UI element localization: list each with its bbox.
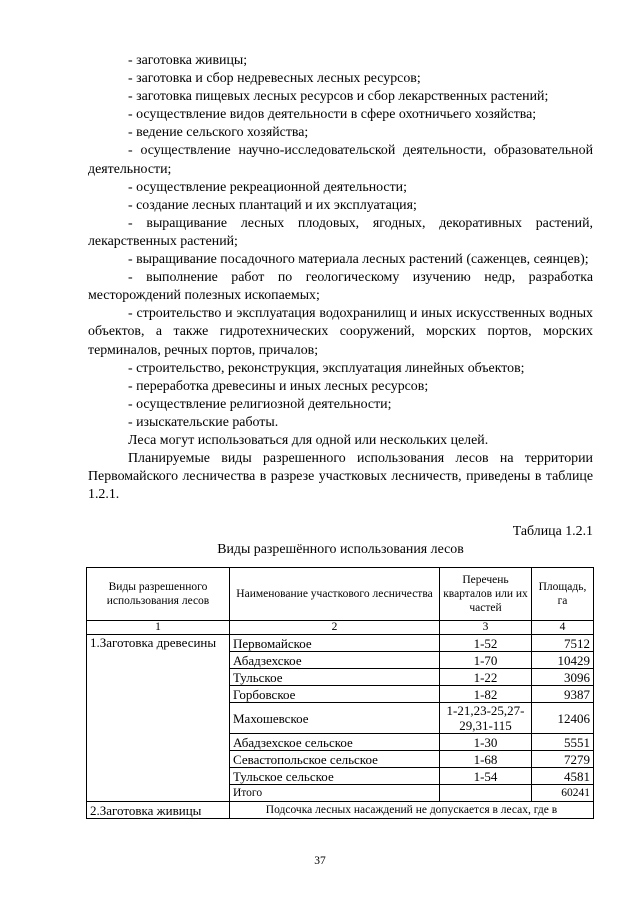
- quarters-cell: 1-52: [440, 635, 532, 652]
- paragraph: - выращивание посадочного материала лесных растений (саженцев, сеянцев);: [128, 252, 589, 268]
- paragraph: Леса могут использоваться для одной или нескольких целей.: [128, 432, 489, 448]
- quarters-cell: 1-54: [440, 768, 532, 785]
- paragraph: - строительство и эксплуатация водохранилищ и иных искусственных водных объектов, а также гидротехнических сооружений, морских портов, морских терминалов, речных портов, причалов;: [88, 306, 593, 358]
- area-cell: 3096: [532, 669, 594, 686]
- quarters-cell: 1-21,23-25,27-29,31-115: [440, 703, 532, 734]
- table-title: Виды разрешённого использования лесов: [217, 542, 464, 557]
- paragraph: - строительство, реконструкция, эксплуатация линейных объектов;: [128, 360, 525, 376]
- usage-note: Подсочка лесных насаждений не допускается в лесах, где в: [230, 802, 594, 819]
- body-text: [88, 52, 593, 504]
- header-usage-type: Виды разрешенного использования лесов: [87, 568, 230, 621]
- area-cell: 12406: [532, 703, 594, 734]
- area-cell: 4581: [532, 768, 594, 785]
- table-row: [87, 635, 594, 652]
- column-number: 2: [230, 621, 440, 635]
- paragraph: - осуществление научно-исследовательской деятельности, образовательной деятельности;: [88, 143, 593, 177]
- paragraph: - создание лесных плантаций и их эксплуатация;: [128, 197, 417, 213]
- paragraph: - заготовка живицы;: [128, 53, 248, 68]
- paragraph: Планируемые виды разрешенного использования лесов на территории Первомайского лесничества в разрезе участковых лесничеств, приведены в таблице 1.2.1.: [88, 451, 593, 503]
- usage-type-cell: 2.Заготовка живицы: [87, 802, 230, 819]
- area-cell: 7512: [532, 635, 594, 652]
- column-number: 1: [87, 621, 230, 635]
- paragraph: - ведение сельского хозяйства;: [128, 125, 309, 141]
- paragraph: - выращивание лесных плодовых, ягодных, декоративных растений, лекарственных растений;: [88, 215, 593, 249]
- table-header-row: [87, 568, 594, 621]
- usage-type-cell: 1.Заготовка древесины: [87, 635, 230, 802]
- area-cell: 10429: [532, 652, 594, 669]
- column-number: 3: [440, 621, 532, 635]
- header-area: Площадь, га: [532, 568, 594, 621]
- area-cell: 5551: [532, 734, 594, 751]
- page-number: 37: [314, 855, 326, 867]
- header-forestry: Наименование участкового лесничества: [230, 568, 440, 621]
- forestry-name: Абадзехское сельское: [230, 734, 440, 751]
- total-label: Итого: [230, 785, 440, 802]
- paragraph: - заготовка и сбор недревесных лесных ресурсов;: [128, 71, 421, 87]
- header-quarters: Перечень кварталов или их частей: [440, 568, 532, 621]
- paragraph: - заготовка пищевых лесных ресурсов и сбор лекарственных растений;: [128, 89, 549, 105]
- area-cell: 9387: [532, 686, 594, 703]
- forestry-name: Севастопольское сельское: [230, 751, 440, 768]
- total-quarters: [440, 785, 532, 802]
- paragraph: - переработка древесины и иных лесных ресурсов;: [128, 378, 429, 394]
- total-area: 60241: [532, 785, 594, 802]
- column-number: 4: [532, 621, 594, 635]
- paragraph: - осуществление видов деятельности в сфере охотничьего хозяйства;: [128, 107, 537, 123]
- column-number-row: [87, 621, 594, 635]
- quarters-cell: 1-68: [440, 751, 532, 768]
- forestry-name: Махошевское: [230, 703, 440, 734]
- usage-types-table: [86, 567, 594, 819]
- quarters-cell: 1-82: [440, 686, 532, 703]
- table-caption: Таблица 1.2.1: [512, 524, 593, 539]
- forestry-name: Тульское сельское: [230, 768, 440, 785]
- forestry-name: Абадзехское: [230, 652, 440, 669]
- quarters-cell: 1-70: [440, 652, 532, 669]
- area-cell: 7279: [532, 751, 594, 768]
- paragraph: - выполнение работ по геологическому изучению недр, разработка месторождений полезных ископаемых;: [88, 270, 593, 304]
- forestry-name: Первомайское: [230, 635, 440, 652]
- paragraph: - изыскательские работы.: [128, 414, 279, 430]
- paragraph: - осуществление рекреационной деятельности;: [128, 179, 407, 195]
- paragraph: - осуществление религиозной деятельности;: [128, 396, 392, 412]
- forestry-name: Тульское: [230, 669, 440, 686]
- quarters-cell: 1-30: [440, 734, 532, 751]
- table-row: [87, 802, 594, 819]
- forestry-name: Горбовское: [230, 686, 440, 703]
- quarters-cell: 1-22: [440, 669, 532, 686]
